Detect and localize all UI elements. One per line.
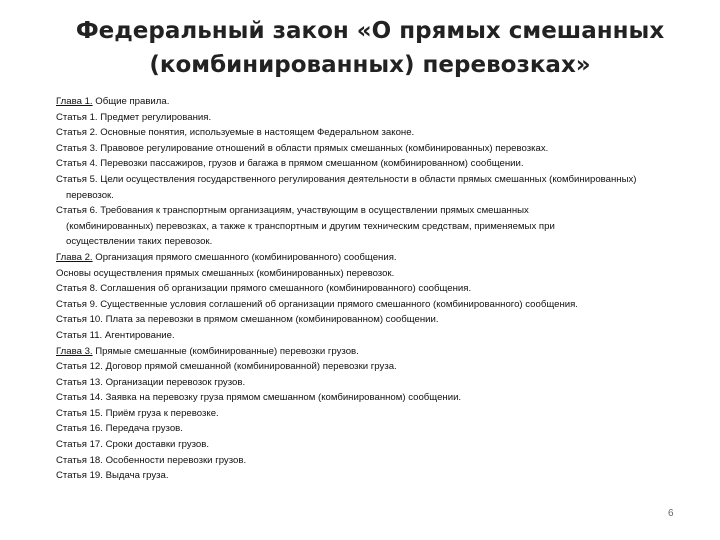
page-number: 6 (668, 508, 674, 519)
chapter-number: Глава 3. (56, 345, 93, 357)
chapter-number: Глава 2. (56, 251, 93, 263)
toc-article-line: Статья 2. Основные понятия, используемые в настоящем Федеральном законе. (56, 127, 415, 139)
toc-article-line: Статья 5. Цели осуществления государственного регулирования деятельности в области прямых смешанных (комбинированных) (56, 173, 637, 185)
toc-article-line: Статья 19. Выдача груза. (56, 470, 169, 482)
toc-article-line: Статья 16. Передача грузов. (56, 423, 183, 435)
toc-continuation-line: (комбинированных) перевозках, а также к транспортным и другим техническим средствам, применяемых при (66, 220, 555, 232)
toc-article-line: Статья 1. Предмет регулирования. (56, 111, 212, 123)
toc-article-line: Статья 3. Правовое регулирование отношений в области прямых смешанных (комбинированных) перевозках. (56, 142, 549, 154)
title-line-2: (комбинированных) перевозках» (149, 52, 591, 78)
chapter-title: Организация прямого смешанного (комбинированного) сообщения. (92, 251, 397, 263)
toc-article-line: Статья 4. Перевозки пассажиров, грузов и багажа в прямом смешанном (комбинированном) сообщении. (56, 158, 524, 170)
toc-article-line: Статья 9. Существенные условия соглашений об организации прямого смешанного (комбинированного) сообщения. (56, 298, 578, 310)
chapter-title: Общие правила. (92, 96, 170, 107)
toc-article-line: Статья 8. Соглашения об организации прямого смешанного (комбинированного) сообщения. (56, 283, 472, 295)
chapter-heading (56, 94, 666, 110)
slide-title (60, 14, 680, 82)
chapter-title: Прямые смешанные (комбинированные) перевозки грузов. (92, 345, 359, 357)
toc-continuation-line: перевозок. (66, 189, 114, 201)
toc-article-line: Статья 14. Заявка на перевозку груза прямом смешанном (комбинированном) сообщении. (56, 392, 462, 404)
chapter-heading (56, 250, 666, 266)
table-of-contents (56, 94, 666, 484)
toc-article-line: Основы осуществления прямых смешанных (комбинированных) перевозок. (56, 267, 395, 279)
toc-article-line: Статья 12. Договор прямой смешанной (комбинированной) перевозки груза. (56, 361, 397, 373)
toc-article-line: Статья 15. Приём груза к перевозке. (56, 407, 219, 419)
chapter-heading (56, 344, 666, 360)
toc-article-line: Статья 13. Организации перевозок грузов. (56, 376, 246, 388)
toc-continuation-line: осуществлении таких перевозок. (66, 236, 213, 248)
title-line-1: Федеральный закон «О прямых смешанных (75, 18, 665, 44)
toc-article-line: Статья 17. Сроки доставки грузов. (56, 439, 209, 451)
toc-article-line: Статья 11. Агентирование. (56, 329, 175, 341)
toc-article-line: Статья 18. Особенности перевозки грузов. (56, 454, 247, 466)
toc-article-line: Статья 10. Плата за перевозки в прямом смешанном (комбинированном) сообщении. (56, 314, 439, 326)
toc-article-line: Статья 6. Требования к транспортным организациям, участвующим в осуществлении прямых смешанных (56, 205, 529, 217)
chapter-number: Глава 1. (56, 96, 93, 107)
